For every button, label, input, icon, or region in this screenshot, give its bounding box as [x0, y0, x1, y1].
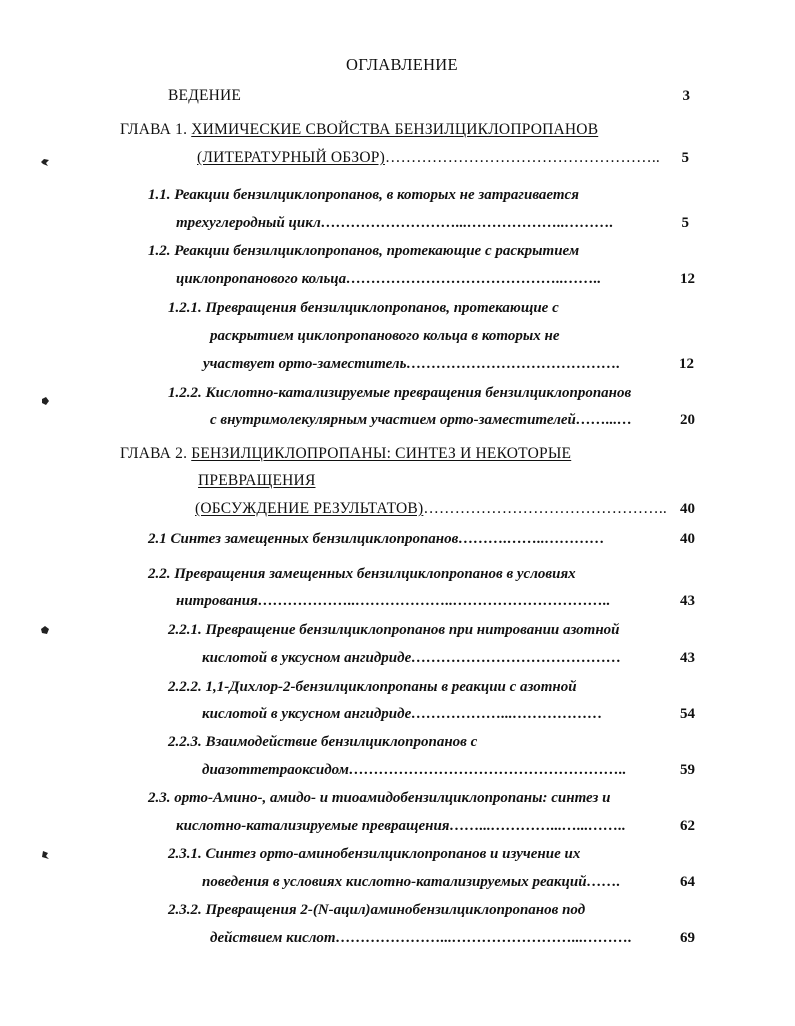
toc-section-2-2-1: 2.2.1. Превращение бензилциклопропанов при нитровании азотной — [168, 622, 620, 638]
page-number: 5 — [681, 150, 689, 166]
page-number: 5 — [681, 215, 689, 231]
dot-leader: ……………………………………….. — [423, 500, 667, 517]
toc-section-2-2-cont: нитрования………………..………………..………………………….. — [176, 593, 611, 609]
toc-section-1-2-2-cont: с внутримолекулярным участием орто-заместителей……...… — [210, 412, 633, 428]
toc-section-1-1: 1.1. Реакции бензилциклопропанов, в которых не затрагивается — [148, 187, 579, 203]
page-number: 43 — [680, 650, 695, 666]
chapter-prefix: ГЛАВА 2. — [120, 445, 192, 462]
page-number: 3 — [682, 88, 690, 104]
toc-section-1-2-2: 1.2.2. Кислотно-катализируемые превращения бензилциклопропанов — [168, 385, 632, 401]
toc-section-2-2-2: 2.2.2. 1,1-Дихлор-2-бензилциклопропаны в реакции с азотной — [168, 679, 577, 695]
page-title: ОГЛАВЛЕНИЕ — [346, 55, 458, 74]
page-number: 40 — [680, 501, 695, 517]
scan-speck-icon — [40, 850, 50, 860]
chapter-subtitle: (ЛИТЕРАТУРНЫЙ ОБЗОР) — [197, 149, 385, 166]
toc-section-1-2-1: 1.2.1. Превращения бензилциклопропанов, протекающие с — [168, 300, 559, 316]
page-number: 20 — [680, 412, 695, 428]
toc-section-2-1: 2.1 Синтез замещенных бензилциклопропанов……….……..………… — [148, 531, 605, 547]
toc-section-1-2-1-cont: раскрытием циклопропанового кольца в которых не — [210, 328, 560, 344]
page-number: 12 — [679, 356, 694, 372]
page-number: 62 — [680, 818, 695, 834]
toc-chapter-1-heading — [120, 121, 598, 139]
chapter-subtitle: (ОБСУЖДЕНИЕ РЕЗУЛЬТАТОВ) — [195, 500, 424, 517]
toc-section-2-2-3-cont: диазоттетраоксидом……………………………………………….. — [202, 762, 627, 778]
toc-section-2-3-1-cont: поведения в условиях кислотно-катализируемых реакций……. — [202, 874, 621, 890]
page-number: 54 — [680, 706, 695, 722]
toc-section-1-2: 1.2. Реакции бензилциклопропанов, протекающие с раскрытием — [148, 243, 580, 259]
toc-section-2-2: 2.2. Превращения замещенных бензилциклопропанов в условиях — [148, 566, 576, 582]
toc-section-2-2-1-cont: кислотой в уксусном ангидриде…………………………………… — [202, 650, 622, 666]
scan-speck-icon — [40, 396, 50, 406]
toc-section-2-3-2-cont: действием кислот…………………...……………………...………. — [210, 930, 632, 946]
toc-section-1-2-cont: циклопропанового кольца……………………………………..…….. — [176, 271, 602, 287]
dot-leader: …………………………………………….. — [384, 149, 661, 166]
page-number: 69 — [680, 930, 695, 946]
toc-section-2-3-1: 2.3.1. Синтез орто-аминобензилциклопропанов и изучение их — [168, 846, 581, 862]
page-number: 12 — [680, 271, 695, 287]
chapter-title-cont: ПРЕВРАЩЕНИЯ — [198, 472, 316, 489]
toc-section-2-3: 2.3. орто-Амино-, амидо- и тиоамидобензилциклопропаны: синтез и — [148, 790, 611, 806]
page-number: 64 — [680, 874, 695, 890]
toc-section-1-2-1-cont: участвует орто-заместитель……………………………………. — [203, 356, 621, 372]
page-number: 43 — [680, 593, 695, 609]
toc-section-2-3-2: 2.3.2. Превращения 2-(N-ацил)аминобензилциклопропанов под — [168, 902, 586, 918]
toc-chapter-2-heading — [120, 445, 571, 463]
page-number: 59 — [680, 762, 695, 778]
toc-section-1-1-cont: трехуглеродный цикл………………………...………………..………. — [176, 215, 614, 231]
scan-speck-icon — [40, 157, 50, 167]
toc-section-2-3-cont: кислотно-катализируемые превращения……...…………...…...…….. — [176, 818, 626, 834]
toc-section-2-2-2-cont: кислотой в уксусном ангидриде………………...……………… — [202, 706, 603, 722]
chapter-prefix: ГЛАВА 1. — [120, 121, 192, 138]
toc-entry-introduction: ВЕДЕНИЕ — [168, 87, 242, 104]
toc-chapter-2-subtitle — [195, 500, 667, 518]
chapter-title: БЕНЗИЛЦИКЛОПРОПАНЫ: СИНТЕЗ И НЕКОТОРЫЕ — [191, 445, 572, 462]
page-number: 40 — [680, 531, 695, 547]
chapter-title: ХИМИЧЕСКИЕ СВОЙСТВА БЕНЗИЛЦИКЛОПРОПАНОВ — [191, 121, 599, 138]
scan-speck-icon — [40, 625, 50, 635]
toc-section-2-2-3: 2.2.3. Взаимодействие бензилциклопропанов с — [168, 734, 478, 750]
toc-chapter-2-title-cont — [198, 472, 315, 490]
toc-chapter-1-subtitle — [197, 149, 660, 167]
